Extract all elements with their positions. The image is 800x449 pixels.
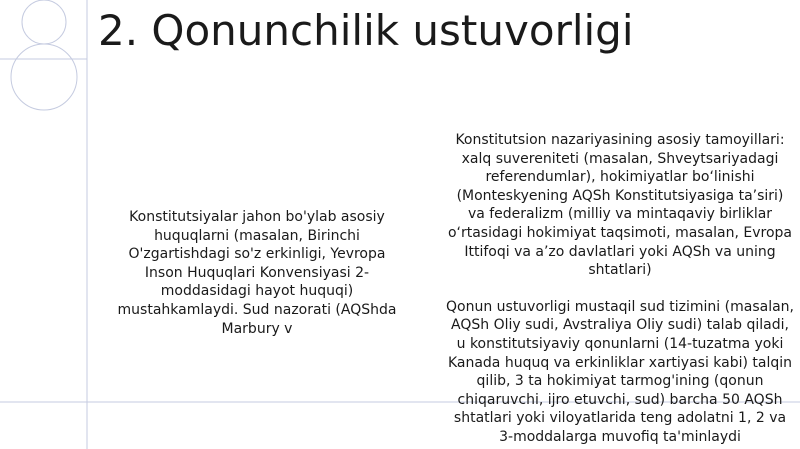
slide-title: 2. Qonunchilik ustuvorligi: [98, 6, 634, 55]
left-text-block: [112, 208, 402, 338]
right-paragraph-rule-of-law: Qonun ustuvorligi mustaqil sud tizimini (masalan, AQSh Oliy sudi, Avstraliya Oliy sudi) talab qiladi, u konstitutsiyaviy qonunlarni (14-tuzatma yoki Kanada huquq va erkinliklar xartiyasi kabi) talqin qilib, 3 ta hokimiyat tarmog'ining (qonun chiqaruvchi, ijro etuvchi, sud) barcha 50 AQSh shtatlari yoki viloyatlarida teng adolatni 1, 2 va 3-moddalarga muvofiq ta'minlaydi: [446, 298, 794, 445]
right-text-block: [446, 131, 794, 447]
left-paragraph: Konstitutsiyalar jahon bo'ylab asosiy huquqlarni (masalan, Birinchi O'zgartishdagi so'z erkinligi, Yevropa Inson Huquqlari Konvensiyasi 2-moddasidagi hayot huquqi) mustahkamlaydi. Sud nazorati (AQShda Marbury v: [117, 209, 397, 337]
decor-circle-small: [22, 0, 66, 44]
decor-circle-large: [11, 44, 77, 110]
right-paragraph-principles: Konstitutsion nazariyasining asosiy tamoyillari: xalq suvereniteti (masalan, Shveytsariyadagi referendumlar), hokimiyatlar bo‘linishi (Monteskyening AQSh Konstitutsiyasiga ta’siri) va federalizm (milliy va mintaqaviy birliklar o‘rtasidagi hokimiyat taqsimoti, masalan, Evropa Ittifoqi va a’zo davlatlari yoki AQSh va uning shtatlari): [447, 132, 793, 279]
